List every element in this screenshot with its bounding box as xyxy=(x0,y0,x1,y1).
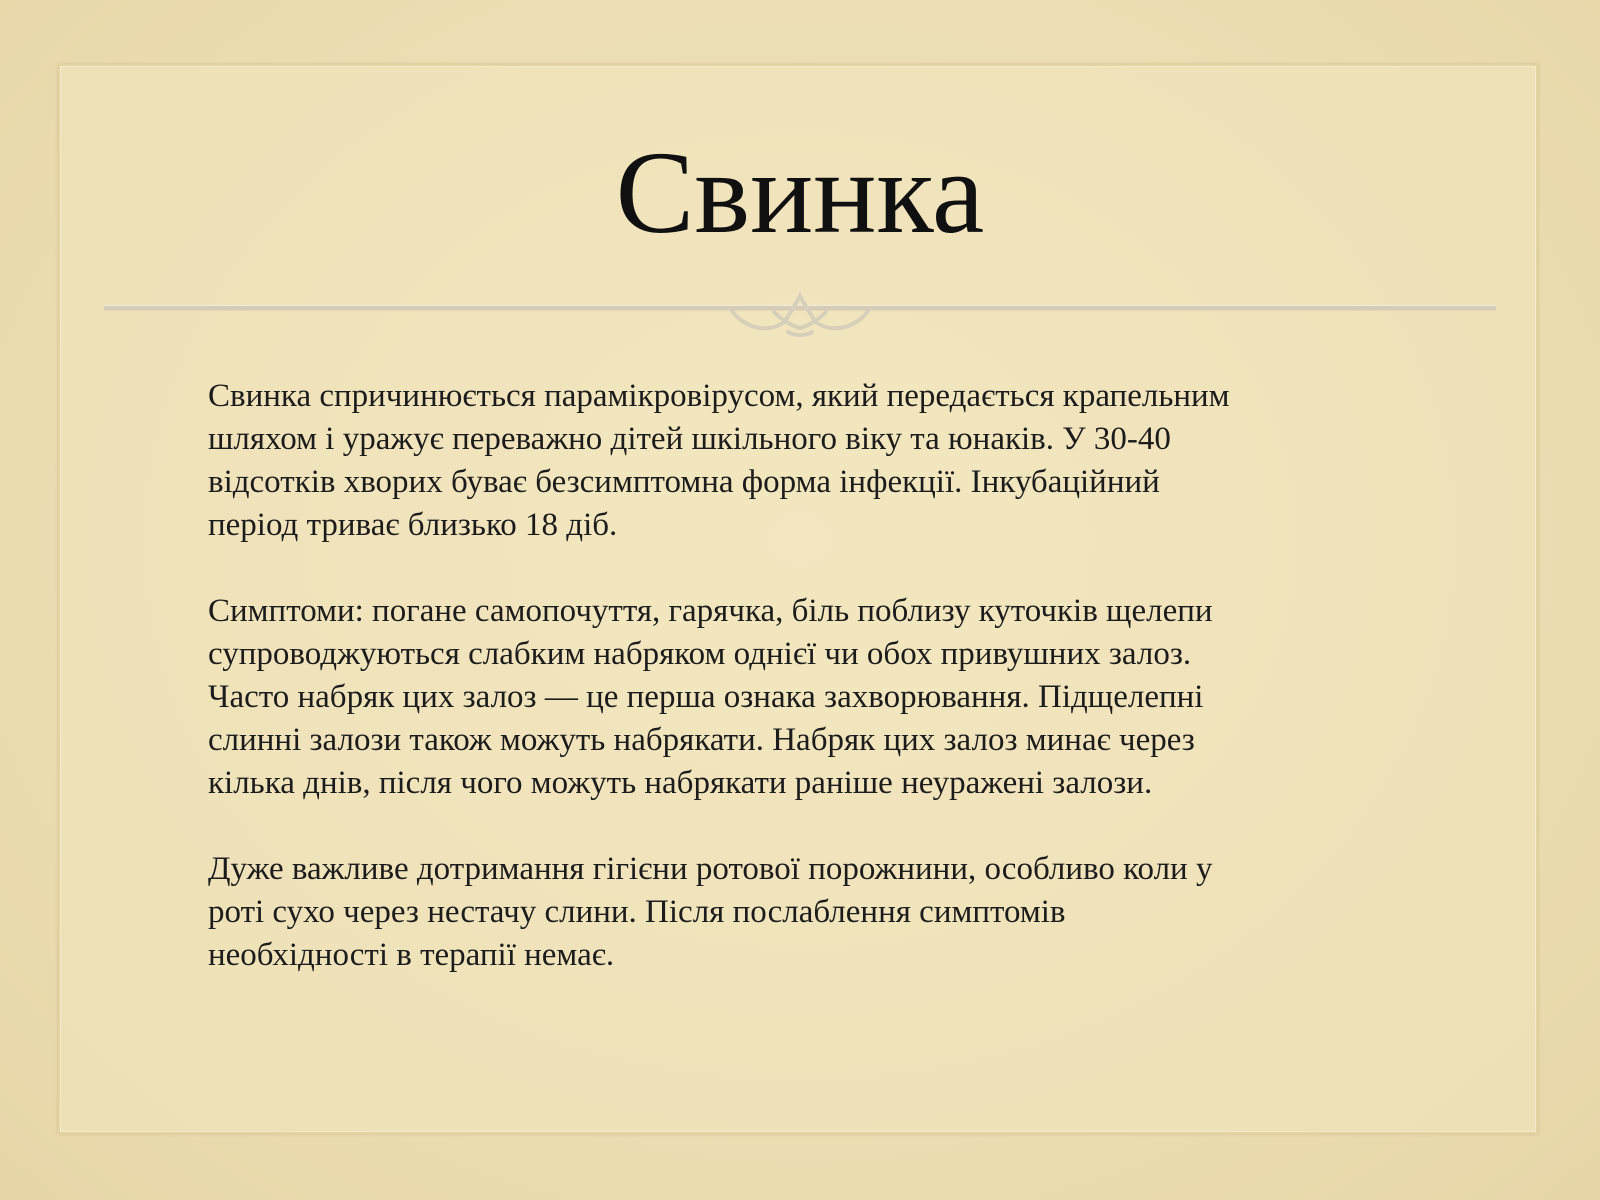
ornament-divider xyxy=(104,290,1496,350)
paragraph-intro: Свинка спричинюється парамікровірусом, який передається крапельним шляхом і уражує переважно дітей шкільного віку та юнаків. У 30-40 відсотків хворих буває безсимптомна форма інфекції. Інкубаційний період триває близько 18 діб. xyxy=(208,378,1230,543)
slide-title: Свинка xyxy=(615,127,985,258)
paragraph-symptoms: Симптоми: погане самопочуття, гарячка, біль поблизу куточків щелепи супроводжуються слабким набряком однієї чи обох привушних залоз. Часто набряк цих залоз — це перша ознака захворювання. Підщелепні слинні залози також можуть набрякати. Набряк цих залоз минає через кілька днів, після чого можуть набрякати раніше неуражені залози. xyxy=(208,593,1213,801)
slide-body xyxy=(208,375,1438,1020)
paragraph-treatment: Дуже важливе дотримання гігієни ротової порожнини, особливо коли у роті сухо через нестачу слини. Після послаблення симптомів необхідності в терапії немає. xyxy=(208,851,1213,973)
